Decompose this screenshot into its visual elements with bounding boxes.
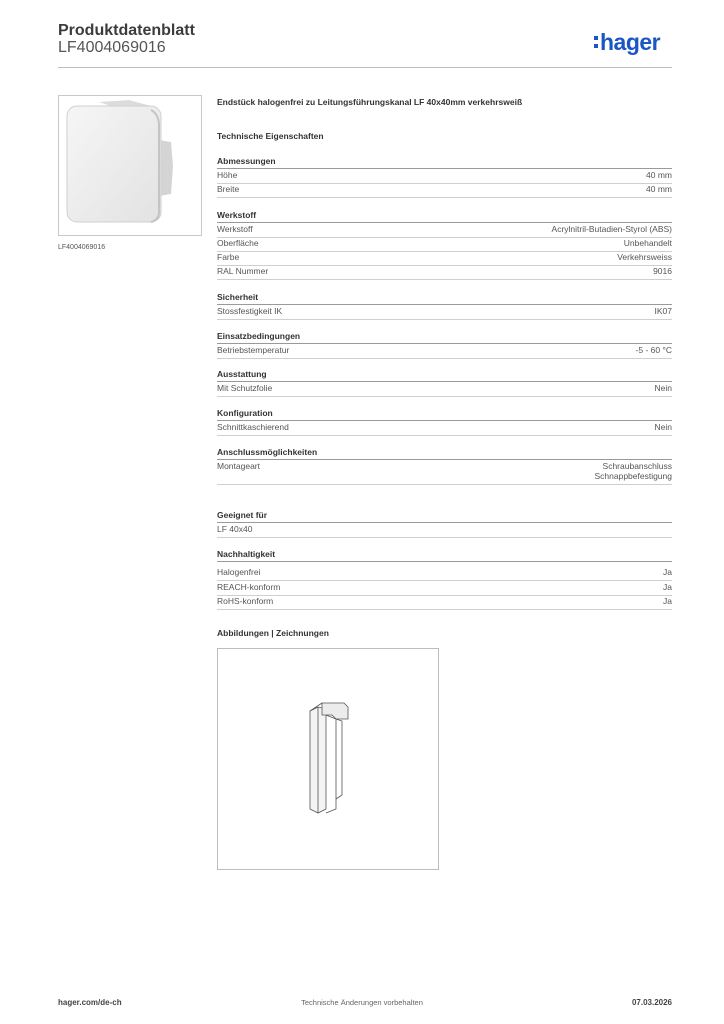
table-row [217,461,672,485]
product-thumbnail [58,95,202,236]
row-label: RoHS-konform [217,596,274,606]
logo-dots-icon [594,34,598,50]
table-row [217,184,672,198]
footer-note: Technische Änderungen vorbehalten [301,998,423,1007]
row-value: Ja [663,596,672,606]
row-value: 40 mm [646,170,672,180]
article-number: LF4004069016 [58,39,166,56]
table-row [217,266,672,280]
table-row [217,224,672,238]
footer-date: 07.03.2026 [631,998,672,1007]
row-value [594,461,672,481]
group-title-werkstoff: Werkstoff [217,210,672,223]
table-row [217,238,672,252]
row-label: Schnittkaschierend [217,422,289,432]
table-row [217,567,672,581]
row-label: Mit Schutzfolie [217,383,273,393]
row-value-line-1: Schraubanschluss [602,461,672,471]
row-label: RAL Nummer [217,266,269,276]
group-title-anschluss: Anschlussmöglichkeiten [217,447,672,460]
row-value: Nein [654,422,672,432]
table-row [217,524,672,538]
row-value: Ja [663,567,672,577]
product-title: Endstück halogenfrei zu Leitungsführungskanal LF 40x40mm verkehrsweiß [217,97,523,107]
row-label: REACH-konform [217,582,281,592]
row-label: LF 40x40 [217,524,253,534]
row-value: IK07 [654,306,672,316]
row-value: 40 mm [646,184,672,194]
row-label: Betriebstemperatur [217,345,290,355]
row-label: Höhe [217,170,238,180]
technical-drawing [218,649,438,869]
row-value: Verkehrsweiss [617,252,672,262]
row-value: Unbehandelt [623,238,672,248]
header-divider [58,67,672,68]
group-title-ausstattung: Ausstattung [217,369,672,382]
row-value-line-2: Schnappbefestigung [594,471,672,481]
document-title: Produktdatenblatt [58,22,195,39]
end-cap-image [59,96,201,235]
row-value: Acrylnitril-Butadien-Styrol (ABS) [551,224,672,234]
row-value: 9016 [653,266,672,276]
hager-logo [594,28,660,56]
drawings-heading: Abbildungen | Zeichnungen [217,628,329,638]
table-row [217,582,672,596]
table-row [217,252,672,266]
row-value: Nein [654,383,672,393]
table-row [217,170,672,184]
group-title-konfiguration: Konfiguration [217,408,672,421]
group-title-sicherheit: Sicherheit [217,292,672,305]
table-row [217,345,672,359]
row-label: Montageart [217,461,260,471]
row-value: -5 - 60 °C [635,345,672,355]
row-value: Ja [663,582,672,592]
group-title-nachhaltigkeit: Nachhaltigkeit [217,549,672,562]
table-row [217,306,672,320]
drawing-frame [217,648,439,870]
tech-properties-heading: Technische Eigenschaften [217,131,324,141]
table-row [217,422,672,436]
row-label: Oberfläche [217,238,259,248]
thumbnail-caption: LF4004069016 [58,244,106,251]
table-row [217,383,672,397]
group-title-geeignet: Geeignet für [217,510,672,523]
table-row [217,596,672,610]
group-title-einsatzbedingungen: Einsatzbedingungen [217,331,672,344]
row-label: Werkstoff [217,224,253,234]
row-label: Stossfestigkeit IK [217,306,283,316]
group-title-abmessungen: Abmessungen [217,156,672,169]
logo-text: hager [600,28,661,55]
footer-website: hager.com/de-ch [58,998,122,1007]
row-label: Halogenfrei [217,567,261,577]
row-label: Farbe [217,252,240,262]
row-label: Breite [217,184,240,194]
